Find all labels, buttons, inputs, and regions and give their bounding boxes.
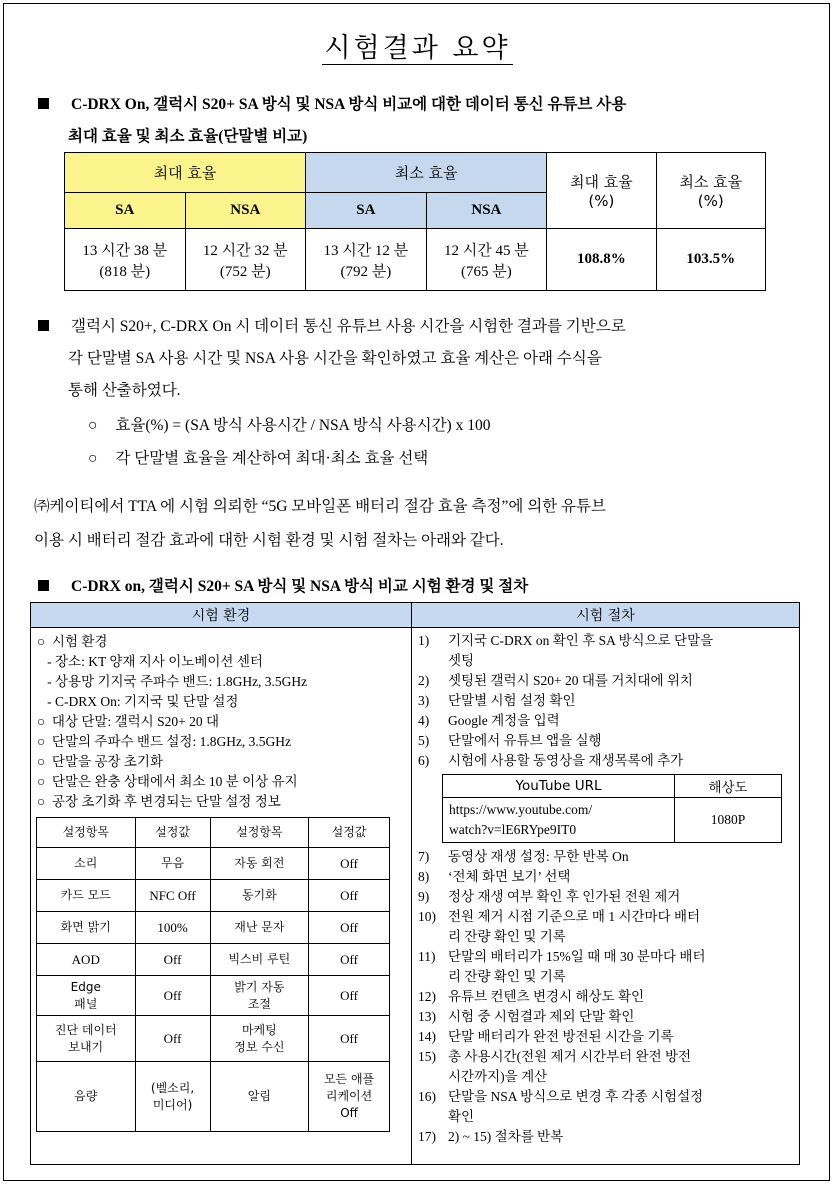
section2-line1: 갤럭시 S20+, C-DRX On 시 데이터 통신 유튜브 사용 시간을 시험한 결과를 기반으로 bbox=[38, 314, 626, 336]
max-nsa-value: 12 시간 32 분 (752 분) bbox=[185, 229, 306, 291]
square-bullet-icon bbox=[38, 580, 49, 591]
settings-table bbox=[36, 817, 390, 1132]
settings-cell: 마케팅 정보 수신 bbox=[210, 1016, 309, 1062]
procedure-step: 4) Google 계정을 입력 bbox=[418, 713, 560, 728]
procedure-step: 11) 단말의 배터리가 15%일 때 매 30 분마다 배터 리 잔량 확인 및 기록 bbox=[418, 949, 706, 984]
min-pct-value: 103.5% bbox=[656, 229, 765, 291]
procedure-step: 6) 시험에 사용할 동영상을 재생목록에 추가 bbox=[418, 753, 684, 768]
env-line: - 상용망 기지국 주파수 밴드: 1.8GHz, 3.5GHz bbox=[37, 674, 308, 689]
settings-row bbox=[37, 880, 390, 912]
proc-header: 시험 절차 bbox=[412, 603, 800, 628]
yt-url-header: YouTube URL bbox=[443, 775, 675, 798]
settings-cell: Off bbox=[309, 912, 390, 944]
settings-cell: Off bbox=[135, 1016, 210, 1062]
page-title: 시험결과 요약 bbox=[324, 33, 511, 64]
circle-bullet-icon: ○ bbox=[88, 417, 98, 434]
procedure-step: 8) ‘전체 화면 보기’ 선택 bbox=[418, 869, 571, 884]
procedure-step: 3) 단말별 시험 설정 확인 bbox=[418, 693, 576, 708]
nsa-header: NSA bbox=[426, 193, 547, 229]
settings-row bbox=[37, 1016, 390, 1062]
settings-header-cell: 설정값 bbox=[309, 818, 390, 848]
summary-table bbox=[64, 152, 766, 291]
env-line: ○ 단말의 주파수 밴드 설정: 1.8GHz, 3.5GHz bbox=[37, 734, 292, 749]
settings-cell: Edge 패널 bbox=[37, 976, 136, 1016]
procedure-step: 15) 총 사용시간(전원 제거 시간부터 완전 방전 시간까지)을 계산 bbox=[418, 1049, 692, 1084]
settings-row bbox=[37, 976, 390, 1016]
env-line: ○ 공장 초기화 후 변경되는 단말 설정 정보 bbox=[37, 794, 281, 809]
settings-cell: 알림 bbox=[210, 1062, 309, 1132]
max-sa-value: 13 시간 38 분 (818 분) bbox=[65, 229, 186, 291]
settings-cell: 동기화 bbox=[210, 880, 309, 912]
settings-cell: 카드 모드 bbox=[37, 880, 136, 912]
max-eff-header: 최대 효율 bbox=[65, 153, 306, 193]
settings-cell: Off bbox=[309, 880, 390, 912]
procedure-step: 10) 전원 제거 시점 기준으로 매 1 시간마다 배터 리 잔량 확인 및 기록 bbox=[418, 909, 701, 944]
max-pct-value: 108.8% bbox=[547, 229, 656, 291]
procedure-step: 9) 정상 재생 여부 확인 후 인가된 전원 제거 bbox=[418, 889, 681, 904]
intro-paragraph-line1: ㈜케이티에서 TTA 에 시험 의뢰한 “5G 모바일폰 배터리 절감 효율 측정”에 의한 유튜브 bbox=[34, 498, 606, 515]
settings-header-cell: 설정값 bbox=[135, 818, 210, 848]
settings-row bbox=[37, 912, 390, 944]
settings-cell: 무음 bbox=[135, 848, 210, 880]
procedure-step: 13) 시험 중 시험결과 제외 단말 확인 bbox=[418, 1009, 635, 1024]
section2-line2: 각 단말별 SA 사용 시간 및 NSA 사용 시간을 확인하였고 효율 계산은 아래 수식을 bbox=[68, 350, 602, 367]
procedure-step: 12) 유튜브 컨텐츠 변경시 해상도 확인 bbox=[418, 989, 645, 1004]
square-bullet-icon bbox=[38, 98, 49, 109]
env-line: ○ 대상 단말: 갤럭시 S20+ 20 대 bbox=[37, 714, 219, 729]
settings-cell: 100% bbox=[135, 912, 210, 944]
settings-cell: 자동 회전 bbox=[210, 848, 309, 880]
settings-cell: NFC Off bbox=[135, 880, 210, 912]
settings-cell: 밝기 자동 조절 bbox=[210, 976, 309, 1016]
settings-cell: 진단 데이터 보내기 bbox=[37, 1016, 136, 1062]
settings-cell: 소리 bbox=[37, 848, 136, 880]
procedure-step: 1) 기지국 C-DRX on 확인 후 SA 방식으로 단말을 셋팅 bbox=[418, 633, 714, 668]
section2-line3: 통해 산출하였다. bbox=[68, 382, 181, 399]
youtube-url-table bbox=[442, 774, 782, 843]
section1-heading-cont: 최대 효율 및 최소 효율(단말별 비교) bbox=[68, 128, 308, 145]
settings-row bbox=[37, 848, 390, 880]
procedure-step: 14) 단말 배터리가 완전 방전된 시간을 기록 bbox=[418, 1029, 674, 1044]
yt-res-value: 1080P bbox=[675, 798, 782, 843]
proc-cell bbox=[412, 628, 800, 1165]
procedure-step: 17) 2) ~ 15) 절차를 반복 bbox=[418, 1129, 564, 1144]
settings-cell: Off bbox=[309, 976, 390, 1016]
settings-cell: Off bbox=[135, 976, 210, 1016]
settings-cell: AOD bbox=[37, 944, 136, 976]
settings-cell: Off bbox=[309, 944, 390, 976]
settings-row bbox=[37, 944, 390, 976]
intro-paragraph-line2: 이용 시 배터리 절감 효과에 대한 시험 환경 및 시험 절차는 아래와 같다. bbox=[34, 532, 504, 549]
procedure-step: 16) 단말을 NSA 방식으로 변경 후 각종 시험설정 확인 bbox=[418, 1089, 704, 1124]
section1-heading: C-DRX On, 갤럭시 S20+ SA 방식 및 NSA 방식 비교에 대한 데이터 통신 유튜브 사용 bbox=[38, 92, 626, 114]
env-line: ○ 시험 환경 bbox=[37, 634, 108, 649]
settings-row bbox=[37, 1062, 390, 1132]
procedure-step: 2) 셋팅된 갤럭시 S20+ 20 대를 거치대에 위치 bbox=[418, 673, 693, 688]
procedure-step: 7) 동영상 재생 설정: 무한 반복 On bbox=[418, 849, 629, 864]
section3-heading: C-DRX on, 갤럭시 S20+ SA 방식 및 NSA 방식 비교 시험 환경 및 절차 bbox=[38, 574, 528, 596]
settings-cell: Off bbox=[135, 944, 210, 976]
sa-header: SA bbox=[306, 193, 427, 229]
select-line: ○ 각 단말별 효율을 계산하여 최대·최소 효율 선택 bbox=[88, 450, 429, 467]
max-pct-header: 최대 효율 (%) bbox=[547, 153, 656, 229]
yt-url-value: https://www.youtube.com/ watch?v=lE6RYpe9IT0 bbox=[443, 798, 675, 843]
env-header: 시험 환경 bbox=[31, 603, 412, 628]
env-line: ○ 단말은 완충 상태에서 최소 10 분 이상 유지 bbox=[37, 774, 298, 789]
settings-cell: Off bbox=[309, 1016, 390, 1062]
circle-bullet-icon: ○ bbox=[88, 450, 98, 467]
yt-res-header: 해상도 bbox=[675, 775, 782, 798]
test-env-proc-table bbox=[30, 602, 800, 1165]
min-pct-header: 최소 효율 (%) bbox=[656, 153, 765, 229]
settings-cell: (벨소리, 미디어) bbox=[135, 1062, 210, 1132]
settings-cell: Off bbox=[309, 848, 390, 880]
settings-cell: 모든 애플 리케이션 Off bbox=[309, 1062, 390, 1132]
min-eff-header: 최소 효율 bbox=[306, 153, 547, 193]
env-line: - C-DRX On: 기지국 및 단말 설정 bbox=[37, 694, 239, 709]
env-line: - 장소: KT 양재 지사 이노베이션 센터 bbox=[37, 654, 263, 669]
procedure-step: 5) 단말에서 유튜브 앱을 실행 bbox=[418, 733, 602, 748]
settings-header-cell: 설정항목 bbox=[210, 818, 309, 848]
settings-cell: 화면 밝기 bbox=[37, 912, 136, 944]
settings-header-cell: 설정항목 bbox=[37, 818, 136, 848]
formula-line: ○ 효율(%) = (SA 방식 사용시간 / NSA 방식 사용시간) x 100 bbox=[88, 417, 491, 434]
min-nsa-value: 12 시간 45 분 (765 분) bbox=[426, 229, 547, 291]
env-cell bbox=[31, 628, 412, 1165]
env-line: ○ 단말을 공장 초기화 bbox=[37, 754, 163, 769]
settings-cell: 음량 bbox=[37, 1062, 136, 1132]
sa-header: SA bbox=[65, 193, 186, 229]
min-sa-value: 13 시간 12 분 (792 분) bbox=[306, 229, 427, 291]
square-bullet-icon bbox=[38, 320, 49, 331]
settings-cell: 재난 문자 bbox=[210, 912, 309, 944]
settings-cell: 빅스비 루틴 bbox=[210, 944, 309, 976]
nsa-header: NSA bbox=[185, 193, 306, 229]
